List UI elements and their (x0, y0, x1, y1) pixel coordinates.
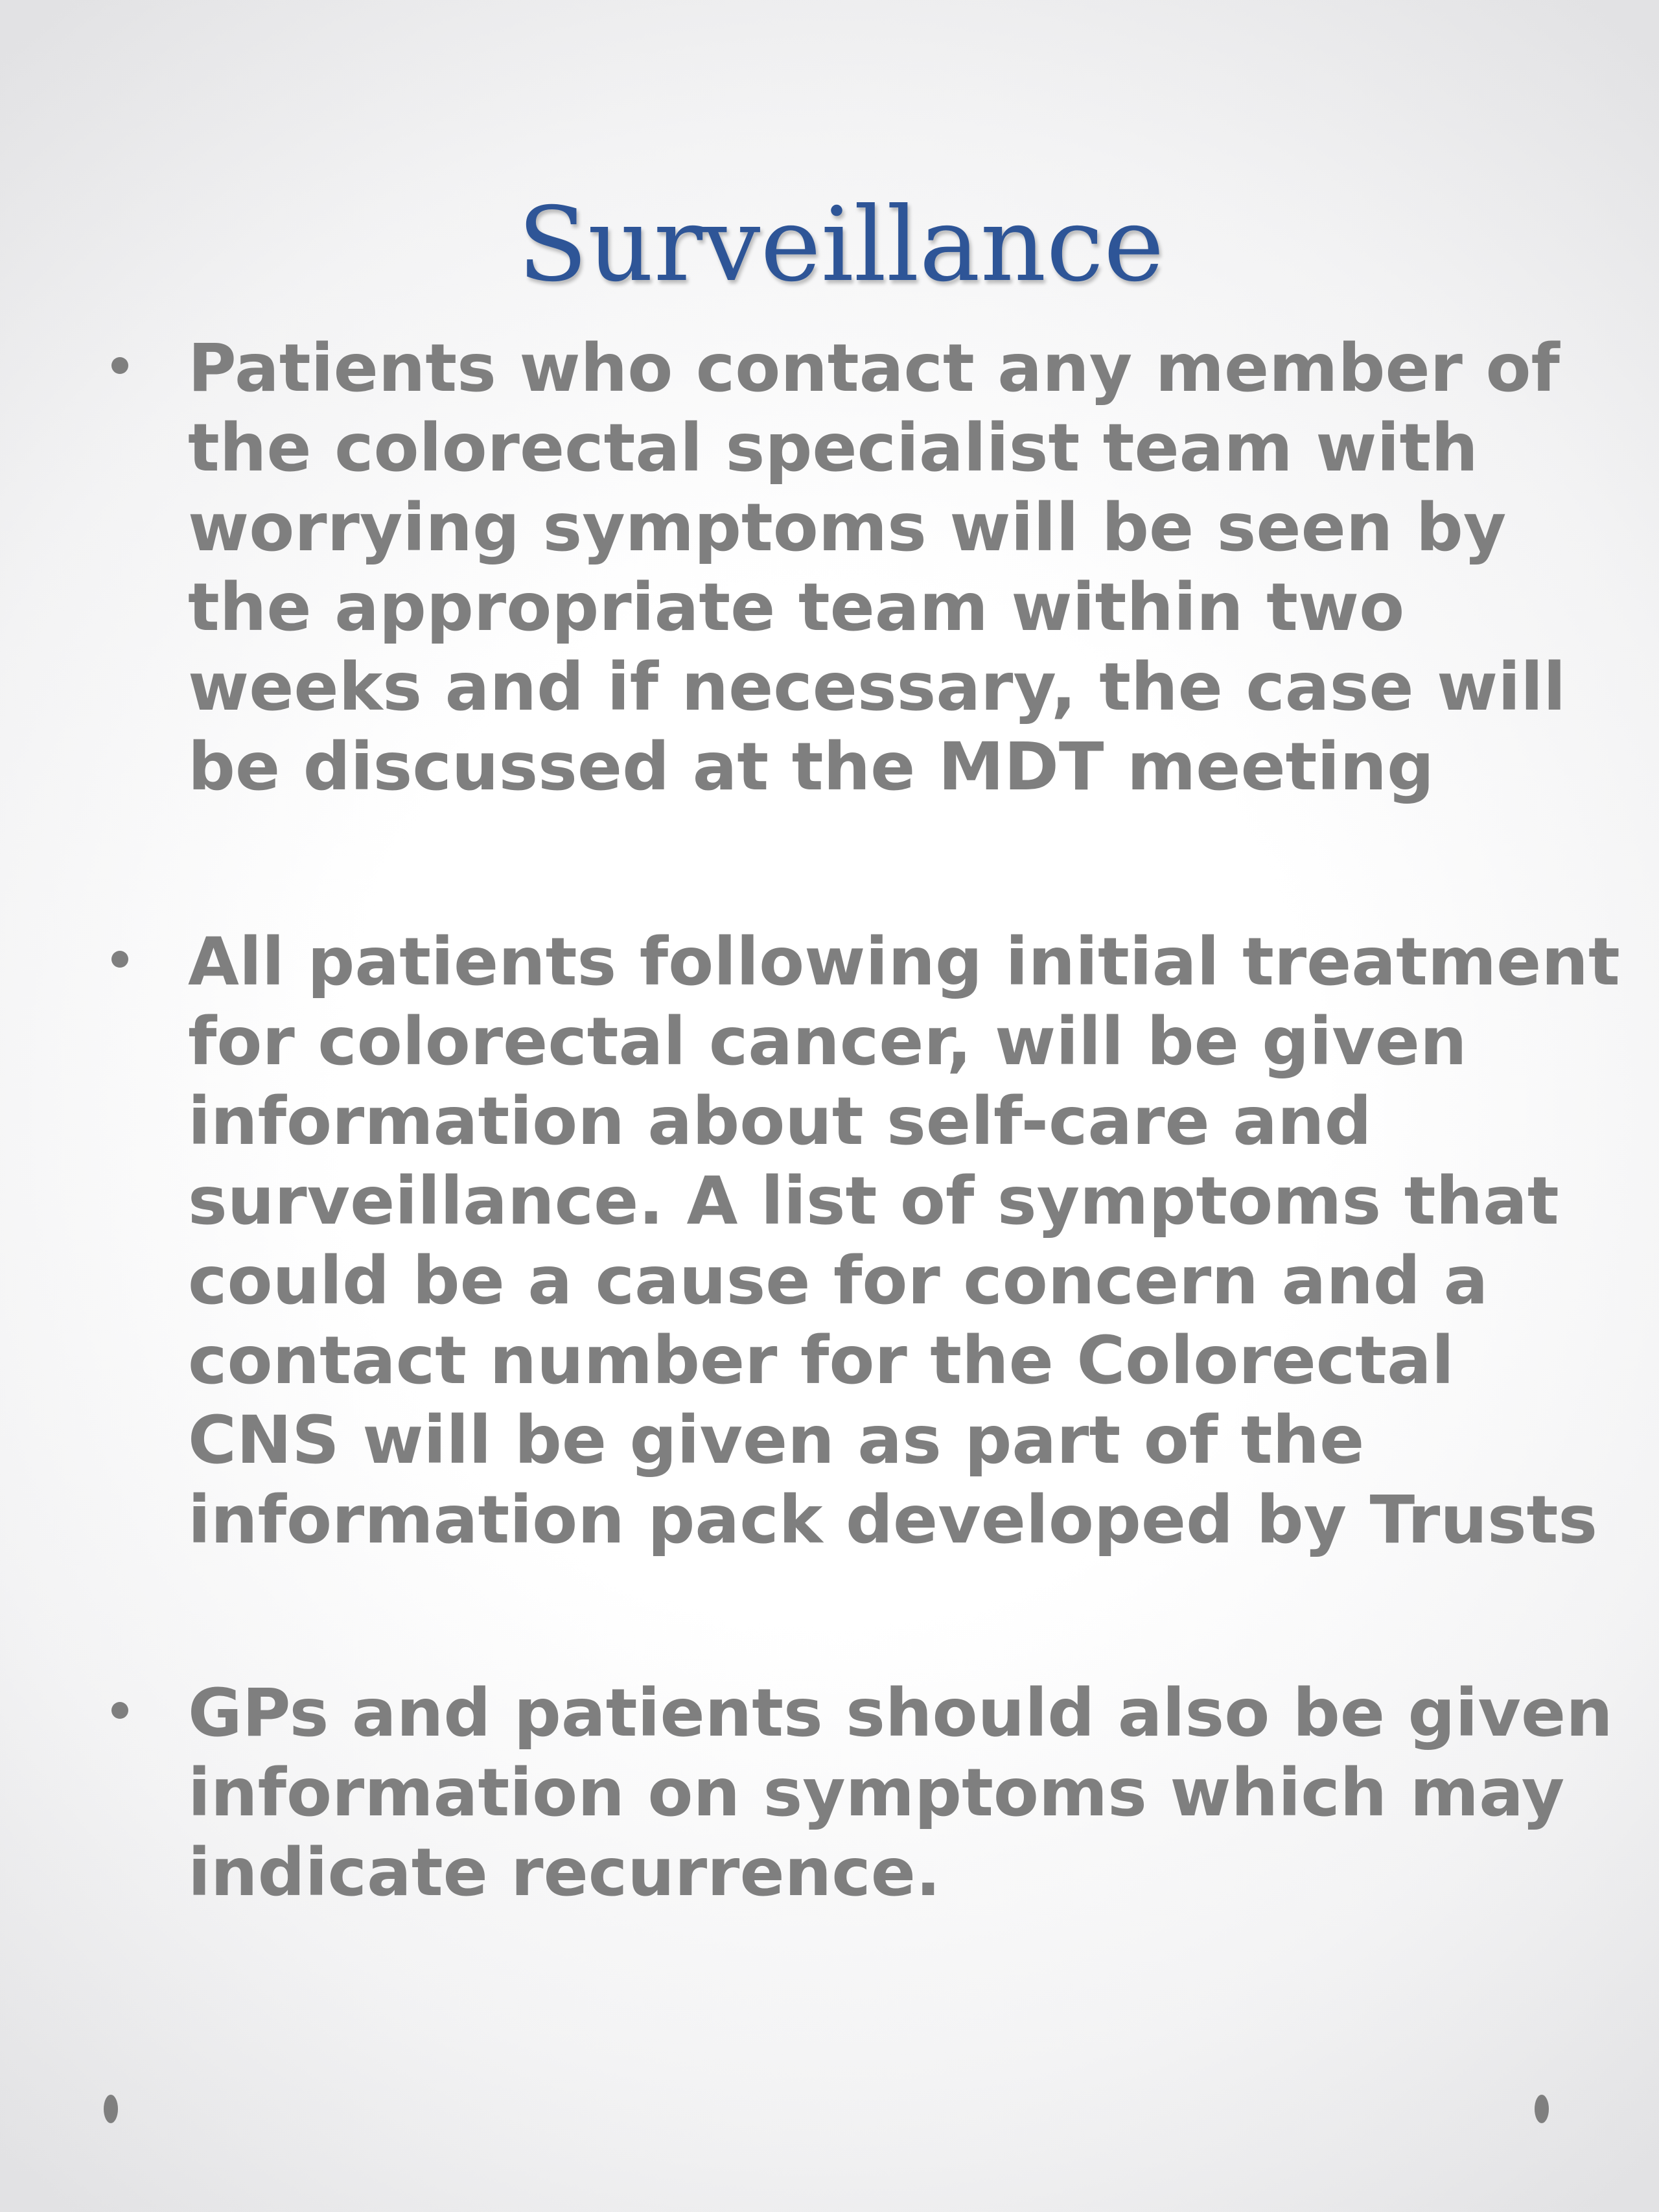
bullet-line: could be a cause for concern and a (188, 1242, 1489, 1320)
bullet-line: information about self-care and (188, 1083, 1372, 1160)
bullet-line: weeks and if necessary, the case will (188, 649, 1566, 726)
bullet-line: surveillance. A list of symptoms that (188, 1163, 1559, 1240)
bullet-line: information pack developed by Trusts (188, 1482, 1598, 1559)
bullet-dot-icon (111, 951, 128, 968)
bullet-line: All patients following initial treatment (188, 924, 1620, 1001)
bullet-item (188, 922, 1640, 1560)
bullet-dot-icon (111, 357, 128, 374)
bullet-item (188, 1673, 1640, 1913)
bullet-line: information on symptoms which may (188, 1754, 1565, 1832)
bullet-line: the colorectal specialist team with (188, 410, 1478, 487)
bullet-line: worrying symptoms will be seen by (188, 489, 1507, 566)
bullet-line: CNS will be given as part of the (188, 1402, 1365, 1479)
bullet-line: the appropriate team within two (188, 569, 1405, 646)
decorative-dot-icon (104, 2095, 118, 2123)
bullet-item (188, 329, 1640, 807)
bullet-line: for colorectal cancer, will be given (188, 1003, 1467, 1080)
bullet-line: be discussed at the MDT meeting (188, 728, 1435, 806)
bullet-line: contact number for the Colorectal (188, 1322, 1454, 1399)
decorative-dot-icon (1535, 2095, 1549, 2123)
slide-title: Surveillance (517, 185, 1165, 305)
bullet-line: indicate recurrence. (188, 1834, 941, 1911)
bullet-line: GPs and patients should also be given (188, 1675, 1613, 1752)
bullet-line: Patients who contact any member of (188, 330, 1560, 407)
bullet-dot-icon (111, 1702, 128, 1719)
